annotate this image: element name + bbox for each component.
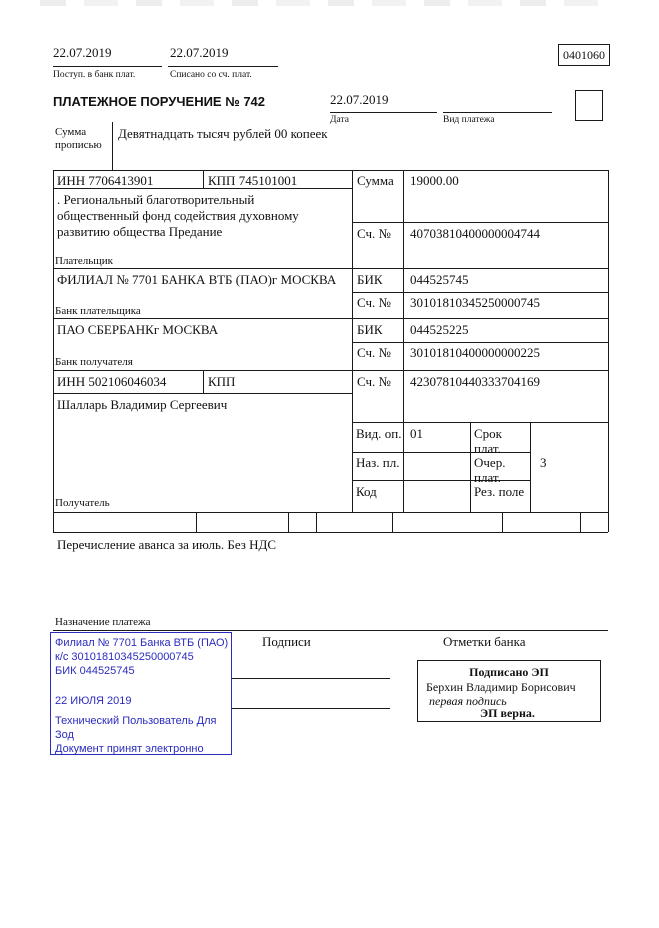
payer-bank-account-value: 30101810345250000745 [410,295,540,310]
payer-bank-section-label: Банк плательщика [55,305,141,317]
payer-name-line: развитию общества Предание [57,224,223,239]
op-type-value: 01 [410,426,423,441]
document-date: 22.07.2019 [330,92,389,107]
table-border-line [196,512,197,532]
amount-label: Сумма [357,173,394,188]
code-label: Код [356,484,377,499]
table-border-line [203,170,204,188]
stamp-bank-name: Филиал № 7701 Банка ВТБ (ПАО) [55,637,229,649]
priority-value: 3 [540,455,547,470]
table-border-line [580,512,581,532]
amount-words-value: Девятнадцать тысяч рублей 00 копеек [118,126,328,141]
table-border-line [502,512,503,532]
document-title: ПЛАТЕЖНОЕ ПОРУЧЕНИЕ № 742 [53,94,266,109]
priority-label: Очер. плат. [474,455,506,486]
payment-kind-label: Вид платежа [443,115,495,125]
payer-account-label: Сч. № [357,226,391,241]
bank-marks-label: Отметки банка [443,634,526,649]
reserve-field-label: Рез. поле [474,484,525,499]
payee-account-label: Сч. № [357,374,391,389]
payer-account-value: 40703810400000004744 [410,226,540,241]
table-border-line [352,170,353,512]
payer-bank-bik-label: БИК [357,272,383,287]
esign-mark-box [417,660,601,722]
payee-inn: ИНН 502106046034 [57,374,167,389]
payee-section-label: Получатель [55,497,110,509]
signature-line [232,678,390,679]
op-type-label: Вид. оп. [356,426,402,441]
table-border-line [392,512,393,532]
payee-bank-account-value: 30101810400000000225 [410,345,540,360]
payer-bank-bik-value: 044525745 [410,272,469,287]
payer-kpp: КПП 745101001 [208,173,298,188]
table-border-line [530,422,531,512]
payee-account-value: 42307810440333704169 [410,374,540,389]
payer-bank-account-label: Сч. № [357,295,391,310]
table-border-line [608,170,609,532]
amount-value: 19000.00 [410,173,459,188]
payer-bank-name: ФИЛИАЛ № 7701 БАНКА ВТБ (ПАО)г МОСКВА [57,272,337,287]
table-border-line [203,370,204,393]
stamp-accepted-line: Документ принят электронно [55,743,204,755]
payer-name-line: общественный фонд содействия духовному [57,208,299,223]
clipped-text-remnant [40,0,615,6]
payee-bank-account-label: Сч. № [357,345,391,360]
amount-words-label-1: Сумма [55,126,87,138]
debited-date-label: Списано со сч. плат. [170,70,252,80]
pay-term-label: Срок плат. [474,426,502,457]
received-date: 22.07.2019 [53,45,112,60]
amount-words-label-2: прописью [55,139,102,151]
table-border-line [352,422,608,423]
table-border-line [53,512,608,513]
esign-signer-name: Берхин Владимир Борисович [426,680,576,694]
payer-inn: ИНН 7706413901 [57,173,154,188]
signatures-label: Подписи [262,634,311,649]
table-border-line [288,512,289,532]
table-border-line [53,318,608,319]
table-border-line [53,370,608,371]
table-border-line [352,222,608,223]
payee-bank-bik-value: 044525225 [410,322,469,337]
stamp-user-line: Технический Пользователь Для [55,715,217,727]
payee-name: Шалларь Владимир Сергеевич [57,397,228,412]
payment-kind-underline [443,112,552,113]
payer-name-line: . Региональный благотворительный [57,192,255,207]
payee-bank-section-label: Банк получателя [55,356,133,368]
payee-kpp-label: КПП [208,374,236,389]
form-code-box [558,44,610,66]
bank-stamp-box [50,632,232,755]
received-date-label: Поступ. в банк плат. [53,70,136,80]
table-border-line [352,342,608,343]
table-border-line [53,268,608,269]
table-border-line [470,422,471,512]
table-border-line [53,170,608,171]
stamp-bik: БИК 044525745 [55,665,135,677]
stamp-corr-account: к/с 30101810345250000745 [55,651,194,663]
payer-section-label: Плательщик [55,255,113,267]
date-underline [330,112,437,113]
esign-title: Подписано ЭП [469,665,549,679]
esign-signature-kind: первая подпись [429,694,507,708]
debited-date: 22.07.2019 [170,45,229,60]
form-code: 0401060 [563,48,605,62]
esign-verified: ЭП верна. [480,706,535,720]
table-border-line [53,170,54,532]
signature-line [232,708,390,709]
amount-words-divider [112,122,113,170]
stamp-user-line: Зод [55,729,74,741]
received-date-underline [53,66,162,67]
pay-purpose-label: Наз. пл. [356,455,400,470]
purpose-section-label: Назначение платежа [55,616,151,628]
stamp-date: 22 ИЮЛЯ 2019 [55,695,132,707]
debited-date-underline [168,66,278,67]
status-checkbox [575,90,603,121]
table-border-line [403,170,404,512]
table-border-line [53,393,353,394]
table-border-line [316,512,317,532]
table-border-line [352,292,608,293]
payee-bank-name: ПАО СБЕРБАНКг МОСКВА [57,322,219,337]
payee-bank-bik-label: БИК [357,322,383,337]
footer-separator-line [53,630,608,631]
table-border-line [53,532,608,533]
date-label: Дата [330,115,349,125]
purpose-text: Перечисление аванса за июль. Без НДС [57,537,277,552]
